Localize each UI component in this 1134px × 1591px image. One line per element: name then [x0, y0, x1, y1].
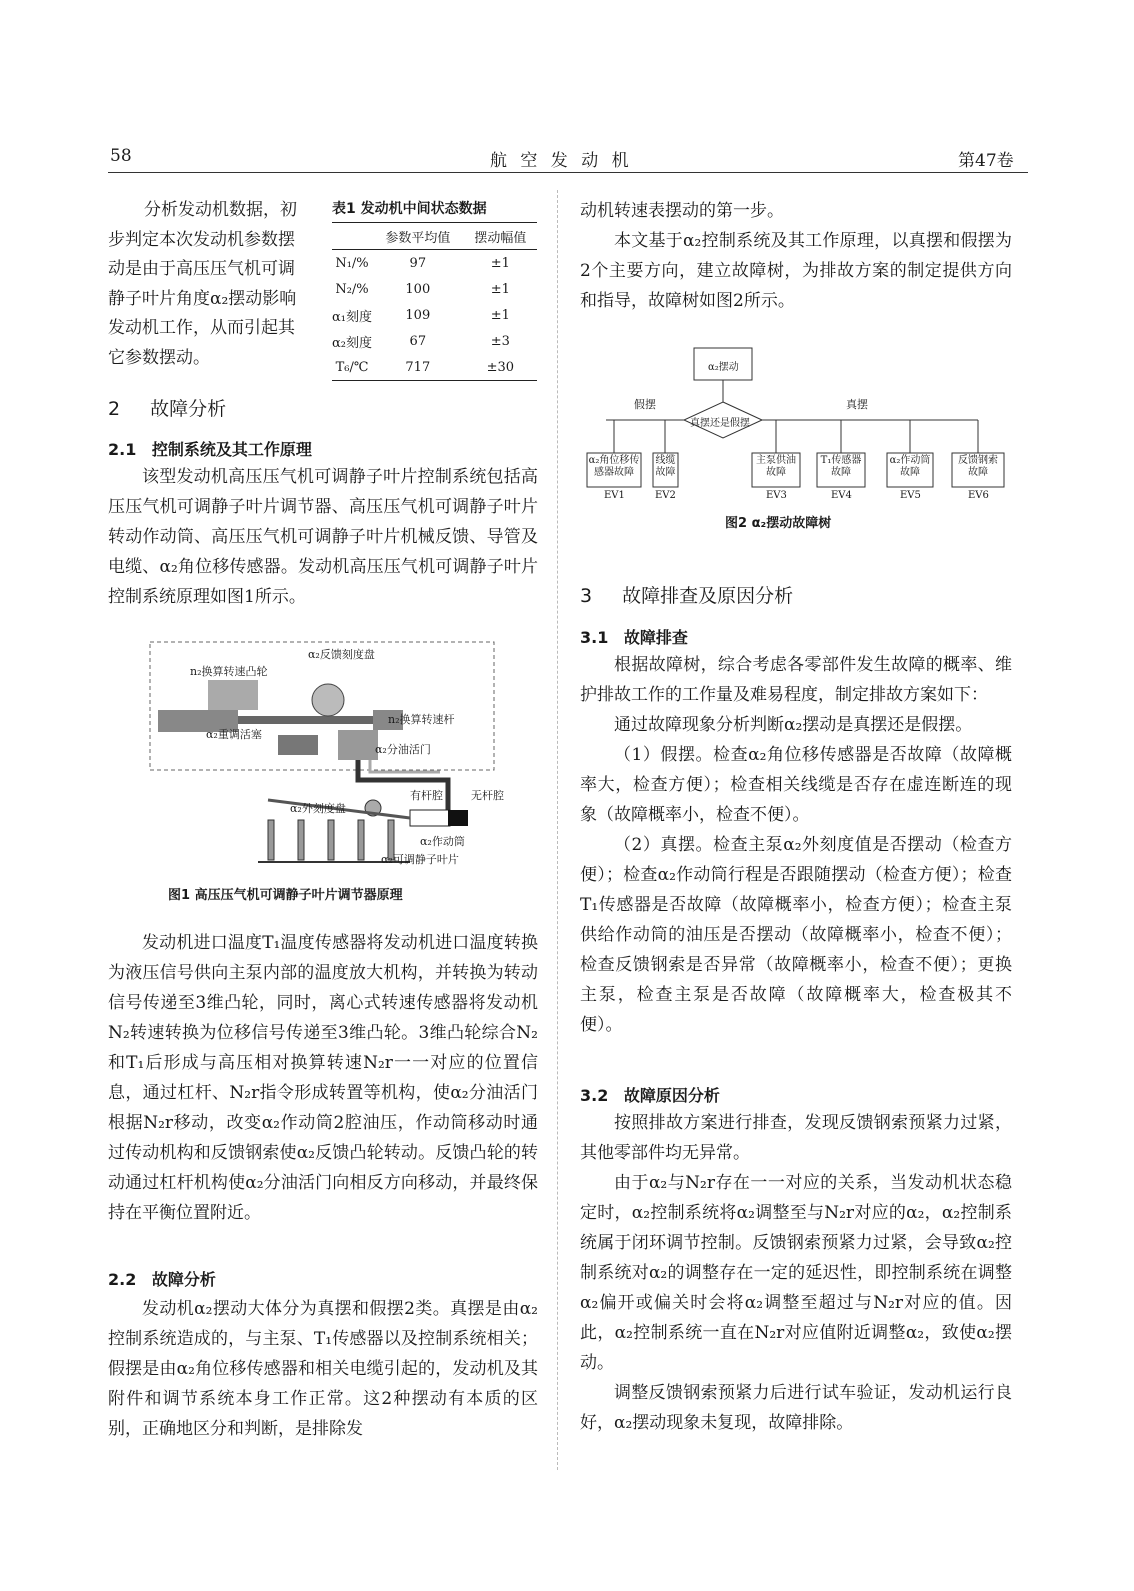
tree-event-label — [653, 455, 678, 479]
paragraph — [580, 196, 1012, 316]
table-row — [332, 328, 537, 354]
tree-event-line: 故障 — [766, 467, 786, 478]
subsection-number: 3.1 — [580, 628, 609, 647]
section-title: 故障分析 — [150, 398, 227, 420]
tree-event-label — [587, 455, 641, 479]
figure1-cylinder — [410, 810, 450, 826]
table-cell: α₁刻度 — [332, 309, 372, 325]
table-cell: ±3 — [490, 333, 510, 349]
paragraph-text: （1）假摆。检查α₂角位移传感器是否故障（故障概率大，检查方便）；检查相关线缆是否存在虚连断连的现象（故障概率小，检查不便）。 — [580, 745, 1012, 825]
table-header: 参数平均值 — [385, 230, 451, 246]
paragraph-text: 由于α₂与N₂r存在一一对应的关系，当发动机状态稳定时，α₂控制系统将α₂调整至与N₂r对应的α₂，α₂控制系统属于闭环调节控制。反馈钢索预紧力过紧，会导致α₂控制系统对α₂的调整存在一定的延迟性，即控制系统在调整α₂偏开或偏关时会将α₂调整至超过与N₂r对应的值。因此，α₂控制系统一直在N₂r对应值附近调整α₂，致使α₂摆动。 — [580, 1173, 1012, 1373]
table-row — [332, 250, 537, 277]
tree-event-id: EV5 — [900, 490, 921, 501]
figure1-regulator — [278, 735, 318, 755]
subsection-heading — [108, 437, 312, 460]
section-number: 3 — [580, 585, 593, 607]
table-cell: ±1 — [490, 307, 510, 323]
fig1-label: α₂可调静子叶片 — [381, 853, 459, 866]
table-header-row — [332, 223, 537, 250]
paragraph — [108, 928, 538, 1228]
figure1-rod — [238, 716, 388, 724]
table-cell: 717 — [405, 359, 431, 375]
paragraph — [580, 650, 1012, 1040]
fig1-label: α₂分油活门 — [375, 743, 431, 756]
section-heading — [580, 581, 793, 608]
paragraph-text: 根据故障树，综合考虑各零部件发生故障的概率、维护排故工作的工作量及难易程度，制定排故方案如下： — [580, 655, 1012, 705]
fig1-label: α₂作动筒 — [420, 835, 465, 848]
table1-title: 表1 发动机中间状态数据 — [332, 201, 487, 217]
tree-event-line: α₂角位移传 — [588, 455, 640, 466]
fig1-label: α₂反馈刻度盘 — [308, 648, 375, 661]
tree-event-id: EV3 — [766, 490, 787, 501]
paragraph-text: 通过故障现象分析判断α₂摆动是真摆还是假摆。 — [614, 715, 973, 735]
fig1-label: α₂外刻度盘 — [290, 802, 346, 815]
paragraph-text: 按照排故方案进行排查，发现反馈钢索预紧力过紧，其他零部件均无异常。 — [580, 1113, 1012, 1163]
section-title: 故障排查及原因分析 — [622, 585, 794, 607]
intro-line: 动是由于高压压气机可调 — [108, 259, 295, 279]
paragraph-text: 动机转速表摆动的第一步。 — [580, 201, 784, 221]
fig1-label: n₂换算转速杆 — [388, 713, 455, 726]
table-header: 摆动幅值 — [474, 230, 527, 246]
fig1-label: n₂换算转速凸轮 — [190, 665, 268, 678]
intro-line: 它参数摆动。 — [108, 347, 210, 368]
paragraph — [108, 462, 538, 612]
table-cell: α₂刻度 — [332, 335, 372, 351]
figure1-caption: 图1 高压压气机可调静子叶片调节器原理 — [168, 888, 403, 903]
subsection-heading — [580, 1083, 720, 1106]
subsection-title: 故障分析 — [151, 1270, 216, 1289]
fig1-label: α₂重调活塞 — [206, 728, 262, 741]
figure2-caption: 图2 α₂摆动故障树 — [725, 516, 832, 531]
figure1-vanes — [268, 820, 394, 860]
table-cell: ±30 — [486, 359, 515, 375]
tree-event-label — [752, 455, 800, 479]
table-cell: 97 — [409, 255, 427, 271]
intro-line: 分析发动机数据，初 — [144, 200, 297, 220]
paragraph — [108, 1294, 538, 1444]
intro-paragraph — [108, 196, 326, 373]
paragraph-text: 本文基于α₂控制系统及其工作原理，以真摆和假摆为2个主要方向，建立故障树，为排故方案的制定提供方向和指导，故障树如图2所示。 — [580, 231, 1012, 311]
table-row — [332, 354, 537, 381]
intro-line: 步判定本次发动机参数摆 — [108, 229, 295, 250]
tree-event-line: T₁传感器 — [820, 455, 862, 466]
tree-event-line: 故障 — [655, 467, 676, 478]
tree-event-id: EV6 — [968, 490, 989, 501]
table-cell: N₂/% — [335, 281, 369, 297]
tree-event-id: EV4 — [831, 490, 852, 501]
figure1-dial — [312, 684, 344, 716]
subsection-number: 3.2 — [580, 1086, 609, 1105]
header-rule — [108, 172, 1028, 173]
tree-event-line: α₂作动筒 — [889, 455, 931, 466]
subsection-title: 故障原因分析 — [623, 1086, 720, 1105]
tree-event-id: EV2 — [655, 490, 676, 501]
tree-branch-label: 假摆 — [634, 398, 656, 411]
figure2-fault-tree — [580, 340, 1012, 510]
tree-event-line: 主泵供油 — [756, 455, 796, 466]
tree-top-label: α₂摆动 — [708, 362, 739, 373]
paragraph — [580, 1108, 1012, 1438]
figure1-cylinder-head — [448, 810, 468, 826]
table1 — [332, 222, 537, 381]
fig1-label: 有杆腔 — [410, 789, 443, 802]
table-cell: T₆/℃ — [335, 359, 369, 375]
journal-title: 航 空 发 动 机 — [490, 151, 633, 171]
paragraph-text: （2）真摆。检查主泵α₂外刻度值是否摆动（检查方便）；检查α₂作动筒行程是否跟随摆动（检查方便）；检查T₁传感器是否故障（故障概率小，检查方便）；检查主泵供给作动筒的油压是否摆动（故障概率小，检查不便）；检查反馈钢索是否异常（故障概率小，检查不便）；更换主泵，检查主泵是否故障（故障概率大，检查极其不便）。 — [580, 835, 1012, 1035]
paragraph-text: 发动机α₂摆动大体分为真摆和假摆2类。真摆是由α₂控制系统造成的，与主泵、T₁传感器以及控制系统相关；假摆是由α₂角位移传感器和相关电缆引起的，发动机及其附件和调节系统本身工作正常。这2种摆动有本质的区别，正确地区分和判断，是排除发 — [108, 1299, 538, 1439]
subsection-heading — [580, 625, 688, 648]
tree-event-line: 故障 — [900, 467, 920, 478]
table-row — [332, 302, 537, 328]
table-cell: 100 — [405, 281, 431, 297]
tree-event-label — [817, 455, 865, 479]
volume-label: 第47卷 — [958, 151, 1014, 171]
table-cell: N₁/% — [335, 255, 369, 271]
tree-event-label — [952, 455, 1004, 479]
table-row — [332, 276, 537, 302]
paragraph-text: 该型发动机高压压气机可调静子叶片控制系统包括高压压气机可调静子叶片调节器、高压压气机可调静子叶片转动作动筒、高压压气机可调静子叶片机械反馈、导管及电缆、α₂角位移传感器。发动机高压压气机可调静子叶片控制系统原理如图1所示。 — [108, 467, 538, 607]
figure1-cam — [208, 680, 258, 710]
column-divider — [557, 190, 558, 1470]
section-number: 2 — [108, 398, 121, 420]
tree-branch-label: 真摆 — [846, 398, 868, 411]
fig1-label: 无杆腔 — [471, 789, 504, 802]
table-cell: ±1 — [490, 281, 510, 297]
paragraph-text: 发动机进口温度T₁温度传感器将发动机进口温度转换为液压信号供向主泵内部的温度放大机构，并转换为转动信号传递至3维凸轮，同时，离心式转速传感器将发动机N₂转速转换为位移信号传递至3维凸轮。3维凸轮综合N₂和T₁后形成与高压相对换算转速N₂r一一对应的位置信息，通过杠杆、N₂r指令形成转置等机构，使α₂分油活门根据N₂r移动，改变α₂作动筒2腔油压，作动筒移动时通过传动机构和反馈钢索使α₂反馈凸轮转动。反馈凸轮的转动通过杠杆机构使α₂分油活门向相反方向移动，并最终保持在平衡位置附近。 — [108, 933, 538, 1223]
tree-event-label — [887, 455, 933, 479]
tree-event-line: 线缆 — [655, 455, 676, 466]
tree-event-line: 感器故障 — [594, 467, 634, 478]
subsection-number: 2.2 — [108, 1270, 137, 1289]
table-cell: ±1 — [490, 255, 510, 271]
table-cell: 109 — [405, 307, 431, 323]
subsection-title: 控制系统及其工作原理 — [151, 440, 312, 459]
subsection-heading — [108, 1267, 216, 1290]
table-header — [332, 223, 372, 250]
tree-event-line: 故障 — [831, 467, 851, 478]
intro-line: 静子叶片角度α₂摆动影响 — [108, 288, 297, 309]
tree-event-id: EV1 — [604, 490, 625, 501]
tree-event-line: 故障 — [968, 467, 988, 478]
page-number: 58 — [110, 146, 132, 166]
intro-line: 发动机工作，从而引起其 — [108, 318, 295, 338]
subsection-number: 2.1 — [108, 440, 137, 459]
tree-event-line: 反馈钢索 — [958, 455, 998, 466]
table-cell: 67 — [409, 333, 427, 349]
subsection-title: 故障排查 — [623, 628, 688, 647]
section-heading — [108, 394, 226, 421]
figure1-valve — [338, 730, 378, 760]
paragraph-text: 调整反馈钢索预紧力后进行试车验证，发动机运行良好，α₂摆动现象未复现，故障排除。 — [580, 1383, 1012, 1433]
tree-decision-label: 真摆还是假摆 — [690, 418, 750, 429]
